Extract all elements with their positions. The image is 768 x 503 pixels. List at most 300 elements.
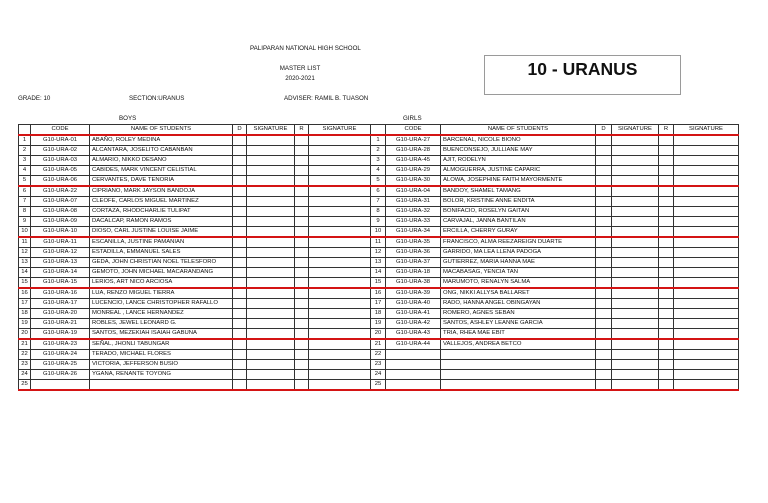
row-number: 19: [19, 319, 31, 329]
signature-cell-2: [674, 186, 739, 197]
student-code: G10-URA-17: [31, 299, 90, 309]
student-name: LUCENCIO, LANCE CHRISTOPHER RAFALLO: [90, 299, 233, 309]
row-number: 12: [19, 248, 31, 258]
student-code: G10-URA-45: [386, 156, 441, 166]
d-cell: [233, 319, 247, 329]
student-name: CERVANTES, DAVE TENORIA: [90, 176, 233, 187]
r-cell: [295, 360, 309, 370]
r-cell: [295, 135, 309, 146]
student-name: ALMARIO, NIKKO DESANO: [90, 156, 233, 166]
d-cell: [596, 227, 612, 238]
signature-cell-2: [674, 258, 739, 268]
student-name: MACABASAG, YENCIA TAN: [441, 268, 596, 278]
section-title-box: 10 - URANUS: [484, 55, 681, 95]
signature-cell: [612, 237, 659, 248]
r-cell: [295, 350, 309, 360]
table-row: [371, 360, 739, 370]
header-number: [371, 125, 386, 136]
table-row: [19, 380, 371, 391]
row-number: 5: [371, 176, 386, 187]
d-cell: [233, 176, 247, 187]
table-row: [371, 248, 739, 258]
signature-cell-2: [674, 319, 739, 329]
r-cell: [295, 288, 309, 299]
student-code: G10-URA-31: [386, 197, 441, 207]
r-cell: [659, 299, 674, 309]
signature-cell-2: [309, 227, 371, 238]
row-number: 22: [371, 350, 386, 360]
header-code: CODE: [31, 125, 90, 136]
student-code: G10-URA-16: [31, 288, 90, 299]
student-code: G10-URA-23: [31, 339, 90, 350]
table-row: [19, 278, 371, 289]
signature-cell-2: [674, 380, 739, 391]
table-row: [371, 237, 739, 248]
signature-cell-2: [674, 156, 739, 166]
signature-cell: [612, 217, 659, 227]
signature-cell: [612, 299, 659, 309]
student-name: BANDOY, SHAMEL TAMANG: [441, 186, 596, 197]
student-code: [386, 360, 441, 370]
d-cell: [596, 278, 612, 289]
row-number: 7: [19, 197, 31, 207]
r-cell: [295, 278, 309, 289]
row-number: 18: [371, 309, 386, 319]
signature-cell-2: [309, 288, 371, 299]
signature-cell-2: [674, 135, 739, 146]
student-code: G10-URA-29: [386, 166, 441, 176]
signature-cell-2: [674, 309, 739, 319]
boys-label: BOYS: [119, 115, 137, 122]
d-cell: [233, 370, 247, 380]
student-code: G10-URA-28: [386, 146, 441, 156]
d-cell: [596, 135, 612, 146]
student-code: G10-URA-36: [386, 248, 441, 258]
r-cell: [659, 309, 674, 319]
signature-cell: [612, 166, 659, 176]
signature-cell: [247, 166, 295, 176]
signature-cell: [247, 319, 295, 329]
d-cell: [233, 339, 247, 350]
student-name: BOLOR, KRISTINE ANNE ENDITA: [441, 197, 596, 207]
row-number: 17: [19, 299, 31, 309]
student-code: G10-URA-09: [31, 217, 90, 227]
r-cell: [659, 237, 674, 248]
d-cell: [596, 350, 612, 360]
signature-cell-2: [309, 329, 371, 340]
student-code: [386, 380, 441, 391]
d-cell: [596, 217, 612, 227]
signature-cell: [612, 207, 659, 217]
row-number: 25: [371, 380, 386, 391]
student-code: G10-URA-05: [31, 166, 90, 176]
d-cell: [596, 186, 612, 197]
school-name: PALIPARAN NATIONAL HIGH SCHOOL: [250, 45, 361, 52]
student-code: G10-URA-37: [386, 258, 441, 268]
signature-cell-2: [674, 329, 739, 340]
r-cell: [295, 319, 309, 329]
student-name: BONIFACIO, ROSELYN GAITAN: [441, 207, 596, 217]
row-number: 14: [371, 268, 386, 278]
student-name: MONREAL , LANCE HERNANDEZ: [90, 309, 233, 319]
table-row: [371, 186, 739, 197]
row-number: 1: [19, 135, 31, 146]
table-row: [371, 268, 739, 278]
row-number: 23: [371, 360, 386, 370]
student-code: G10-URA-41: [386, 309, 441, 319]
table-row: [19, 186, 371, 197]
table-row: [19, 146, 371, 156]
signature-cell: [247, 339, 295, 350]
row-number: 15: [371, 278, 386, 289]
student-name: CABIDES, MARK VINCENT CELISTIAL: [90, 166, 233, 176]
student-name: FRANCISCO, ALMA REEZAREIGN DUARTE: [441, 237, 596, 248]
r-cell: [295, 339, 309, 350]
student-name: ROMERO, AGNES SEBAN: [441, 309, 596, 319]
row-number: 3: [371, 156, 386, 166]
r-cell: [659, 135, 674, 146]
r-cell: [295, 217, 309, 227]
r-cell: [659, 156, 674, 166]
table-row: [19, 309, 371, 319]
student-name: SEÑAL, JHONLI TABUNGAR: [90, 339, 233, 350]
student-name: GEMOTO, JOHN MICHAEL MACARANDANG: [90, 268, 233, 278]
table-row: [371, 258, 739, 268]
student-code: G10-URA-38: [386, 278, 441, 289]
signature-cell-2: [309, 278, 371, 289]
row-number: 10: [371, 227, 386, 238]
adviser-label: ADVISER: RAMIL B. TUASON: [284, 95, 369, 102]
school-year: 2020-2021: [285, 75, 315, 82]
signature-cell: [247, 288, 295, 299]
header-d: D: [596, 125, 612, 136]
d-cell: [233, 278, 247, 289]
table-row: [19, 339, 371, 350]
student-name: ESTADILLA, EMMANUEL SALES: [90, 248, 233, 258]
student-code: G10-URA-07: [31, 197, 90, 207]
d-cell: [233, 248, 247, 258]
signature-cell: [247, 227, 295, 238]
signature-cell: [612, 319, 659, 329]
row-number: 6: [371, 186, 386, 197]
d-cell: [596, 156, 612, 166]
signature-cell: [247, 258, 295, 268]
table-row: [371, 166, 739, 176]
signature-cell-2: [309, 339, 371, 350]
r-cell: [295, 248, 309, 258]
r-cell: [659, 329, 674, 340]
header-r: R: [295, 125, 309, 136]
signature-cell: [612, 197, 659, 207]
student-name: MARUMOTO, RENALYN SALMA: [441, 278, 596, 289]
d-cell: [596, 370, 612, 380]
signature-cell: [612, 146, 659, 156]
d-cell: [596, 268, 612, 278]
table-row: [371, 339, 739, 350]
student-code: G10-URA-33: [386, 217, 441, 227]
table-row: [19, 197, 371, 207]
d-cell: [233, 329, 247, 340]
student-name: [441, 380, 596, 391]
student-name: TRIA, RHEA MAE EBIT: [441, 329, 596, 340]
signature-cell-2: [309, 370, 371, 380]
d-cell: [596, 248, 612, 258]
d-cell: [233, 217, 247, 227]
table-row: [371, 329, 739, 340]
grade-label: GRADE: 10: [18, 95, 51, 102]
signature-cell-2: [309, 237, 371, 248]
signature-cell: [612, 227, 659, 238]
d-cell: [596, 380, 612, 391]
signature-cell: [247, 156, 295, 166]
d-cell: [596, 258, 612, 268]
row-number: 5: [19, 176, 31, 187]
r-cell: [295, 146, 309, 156]
table-row: [19, 299, 371, 309]
student-code: G10-URA-12: [31, 248, 90, 258]
d-cell: [596, 309, 612, 319]
student-code: G10-URA-44: [386, 339, 441, 350]
student-code: G10-URA-11: [31, 237, 90, 248]
student-code: G10-URA-32: [386, 207, 441, 217]
student-code: G10-URA-43: [386, 329, 441, 340]
table-row: [371, 299, 739, 309]
table-row: [19, 217, 371, 227]
header-name: NAME OF STUDENTS: [90, 125, 233, 136]
student-code: G10-URA-03: [31, 156, 90, 166]
r-cell: [295, 197, 309, 207]
r-cell: [295, 299, 309, 309]
r-cell: [659, 166, 674, 176]
d-cell: [596, 360, 612, 370]
signature-cell: [612, 176, 659, 187]
signature-cell-2: [674, 350, 739, 360]
row-number: 19: [371, 319, 386, 329]
row-number: 14: [19, 268, 31, 278]
student-name: CIPRIANO, MARK JAYSON BANDOJA: [90, 186, 233, 197]
table-row: [371, 380, 739, 391]
signature-cell-2: [674, 278, 739, 289]
student-code: G10-URA-27: [386, 135, 441, 146]
student-code: G10-URA-14: [31, 268, 90, 278]
signature-cell-2: [674, 360, 739, 370]
student-name: CLEOFE, CARLOS MIGUEL MARTINEZ: [90, 197, 233, 207]
signature-cell: [612, 350, 659, 360]
signature-cell-2: [674, 197, 739, 207]
signature-cell-2: [674, 146, 739, 156]
signature-cell-2: [309, 299, 371, 309]
row-number: 18: [19, 309, 31, 319]
table-row: [371, 370, 739, 380]
student-code: G10-URA-15: [31, 278, 90, 289]
student-code: G10-URA-21: [31, 319, 90, 329]
d-cell: [596, 319, 612, 329]
table-row: [371, 156, 739, 166]
student-name: DIOSO, CARL JUSTINE LOUISE JAIME: [90, 227, 233, 238]
d-cell: [596, 197, 612, 207]
table-row: [19, 258, 371, 268]
signature-cell: [612, 329, 659, 340]
r-cell: [659, 350, 674, 360]
r-cell: [659, 227, 674, 238]
document-title: MASTER LIST: [279, 65, 321, 72]
table-row: [19, 360, 371, 370]
signature-cell-2: [309, 258, 371, 268]
row-number: 24: [371, 370, 386, 380]
student-code: G10-URA-18: [386, 268, 441, 278]
signature-cell-2: [674, 370, 739, 380]
d-cell: [596, 339, 612, 350]
signature-cell-2: [309, 146, 371, 156]
signature-cell: [247, 268, 295, 278]
header-signature-2: SIGNATURE: [674, 125, 739, 136]
student-name: [441, 360, 596, 370]
girls-table: [370, 124, 739, 391]
signature-cell: [612, 258, 659, 268]
d-cell: [596, 299, 612, 309]
student-name: SANTOS, MEZEKIAH ISAIAH GABUNA: [90, 329, 233, 340]
student-code: G10-URA-22: [31, 186, 90, 197]
d-cell: [233, 146, 247, 156]
signature-cell: [247, 135, 295, 146]
signature-cell: [612, 268, 659, 278]
row-number: 21: [371, 339, 386, 350]
signature-cell-2: [674, 339, 739, 350]
r-cell: [659, 360, 674, 370]
table-row: [19, 350, 371, 360]
r-cell: [659, 217, 674, 227]
table-row: [19, 288, 371, 299]
signature-cell-2: [674, 207, 739, 217]
signature-cell-2: [674, 227, 739, 238]
signature-cell: [247, 350, 295, 360]
signature-cell: [612, 135, 659, 146]
row-number: 23: [19, 360, 31, 370]
signature-cell: [247, 278, 295, 289]
signature-cell-2: [309, 319, 371, 329]
student-code: G10-URA-39: [386, 288, 441, 299]
table-row: [19, 329, 371, 340]
row-number: 11: [19, 237, 31, 248]
section-label: SECTION:URANUS: [129, 95, 185, 102]
d-cell: [596, 288, 612, 299]
d-cell: [233, 350, 247, 360]
student-code: G10-URA-30: [386, 176, 441, 187]
signature-cell: [612, 360, 659, 370]
table-row: [19, 237, 371, 248]
signature-cell: [612, 186, 659, 197]
student-code: G10-URA-19: [31, 329, 90, 340]
signature-cell-2: [674, 288, 739, 299]
signature-cell-2: [309, 268, 371, 278]
d-cell: [233, 309, 247, 319]
signature-cell-2: [309, 217, 371, 227]
r-cell: [295, 268, 309, 278]
student-name: YGANA, RENANTE TOYONG: [90, 370, 233, 380]
signature-cell: [612, 370, 659, 380]
signature-cell-2: [309, 176, 371, 187]
student-name: CARVAJAL, JANNA BANTILAN: [441, 217, 596, 227]
signature-cell: [612, 380, 659, 391]
row-number: 2: [19, 146, 31, 156]
d-cell: [233, 227, 247, 238]
r-cell: [659, 278, 674, 289]
d-cell: [233, 380, 247, 391]
row-number: 3: [19, 156, 31, 166]
signature-cell-2: [309, 380, 371, 391]
student-name: GUTIERREZ, MARIA HANNA MAE: [441, 258, 596, 268]
student-name: ALMOGUERRA, JUSTINE CAPARIC: [441, 166, 596, 176]
signature-cell-2: [309, 360, 371, 370]
signature-cell: [247, 309, 295, 319]
r-cell: [295, 227, 309, 238]
r-cell: [659, 339, 674, 350]
table-row: [19, 248, 371, 258]
row-number: 4: [19, 166, 31, 176]
student-name: SANTOS, ASHLEY LEANNE GARCIA: [441, 319, 596, 329]
table-row: [371, 319, 739, 329]
r-cell: [659, 176, 674, 187]
header-r: R: [659, 125, 674, 136]
student-code: G10-URA-42: [386, 319, 441, 329]
row-number: 13: [371, 258, 386, 268]
signature-cell: [247, 380, 295, 391]
signature-cell: [612, 339, 659, 350]
row-number: 16: [19, 288, 31, 299]
row-number: 9: [19, 217, 31, 227]
row-number: 20: [371, 329, 386, 340]
student-name: ROBLES, JEWEL LEONARD G.: [90, 319, 233, 329]
student-code: [386, 350, 441, 360]
table-row: [19, 176, 371, 187]
signature-cell: [612, 248, 659, 258]
row-number: 20: [19, 329, 31, 340]
signature-cell-2: [309, 197, 371, 207]
student-code: G10-URA-06: [31, 176, 90, 187]
row-number: 8: [19, 207, 31, 217]
r-cell: [659, 197, 674, 207]
signature-cell-2: [309, 156, 371, 166]
row-number: 7: [371, 197, 386, 207]
d-cell: [233, 156, 247, 166]
student-name: ERCILLA, CHERRY GURAY: [441, 227, 596, 238]
row-number: 10: [19, 227, 31, 238]
r-cell: [295, 258, 309, 268]
r-cell: [659, 186, 674, 197]
signature-cell: [247, 237, 295, 248]
table-row: [19, 227, 371, 238]
d-cell: [233, 197, 247, 207]
signature-cell-2: [674, 268, 739, 278]
header-signature: SIGNATURE: [247, 125, 295, 136]
d-cell: [233, 186, 247, 197]
row-number: 25: [19, 380, 31, 391]
r-cell: [659, 207, 674, 217]
signature-cell: [247, 186, 295, 197]
row-number: 24: [19, 370, 31, 380]
table-row: [371, 288, 739, 299]
student-code: G10-URA-34: [386, 227, 441, 238]
signature-cell: [247, 370, 295, 380]
signature-cell: [612, 156, 659, 166]
student-name: AJIT, RODELYN: [441, 156, 596, 166]
row-number: 4: [371, 166, 386, 176]
signature-cell: [247, 360, 295, 370]
signature-cell-2: [309, 309, 371, 319]
signature-cell-2: [309, 350, 371, 360]
row-number: 17: [371, 299, 386, 309]
signature-cell-2: [674, 248, 739, 258]
